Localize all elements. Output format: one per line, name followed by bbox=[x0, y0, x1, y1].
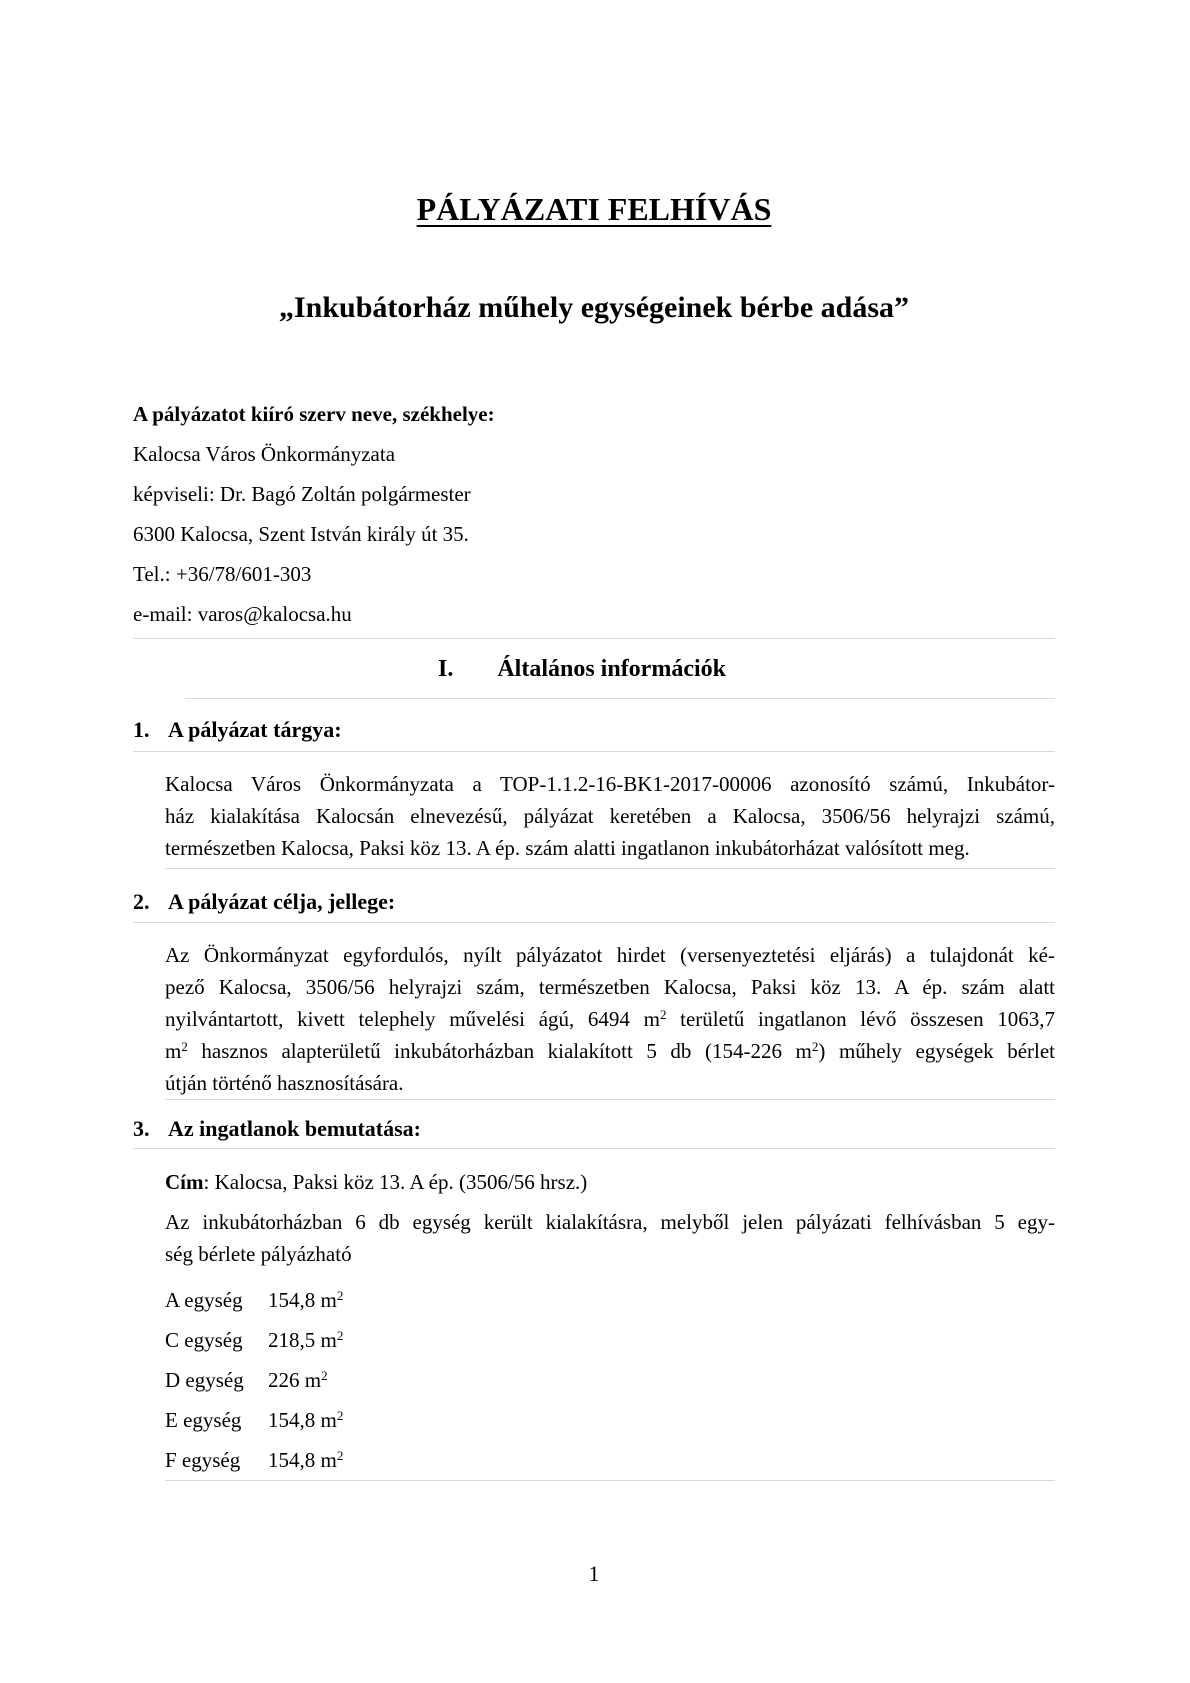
unit-row bbox=[165, 1280, 1055, 1320]
section-divider bbox=[185, 698, 1055, 699]
section-number: 1. bbox=[133, 717, 150, 742]
paragraph-line: Az Önkormányzat egyfordulós, nyílt pályázatot hirdet (versenyeztetési eljárás) a tulajdonát ké- bbox=[165, 943, 1055, 967]
issuer-line-address: 6300 Kalocsa, Szent István király út 35. bbox=[133, 522, 469, 546]
units-intro-paragraph bbox=[165, 1206, 1055, 1270]
page-number: 1 bbox=[588, 1561, 600, 1586]
page-footer bbox=[133, 1561, 1055, 1587]
paragraph-line: pező Kalocsa, 3506/56 helyrajzi szám, természetben Kalocsa, Paksi köz 13. A ép. szám alatt bbox=[165, 975, 1055, 999]
address-label: Cím bbox=[165, 1170, 204, 1194]
section-heading-3 bbox=[133, 1114, 1055, 1144]
paragraph-section-1 bbox=[165, 768, 1055, 864]
unit-row bbox=[165, 1360, 1055, 1400]
section-title: A pályázat tárgya: bbox=[168, 717, 342, 742]
section-heading-1 bbox=[133, 715, 1055, 745]
unit-label: D egység bbox=[165, 1368, 244, 1392]
paragraph-line: nyilvántartott, kivett telephely művelési ágú, 6494 $m^2$ területű ingatlanon lévő összesen 1063,7 bbox=[165, 1006, 1056, 1031]
section-divider bbox=[133, 1148, 1055, 1149]
section-heading-2 bbox=[133, 887, 1055, 917]
unit-label: C egység bbox=[165, 1328, 243, 1352]
issuer-heading: A pályázatot kiíró szerv neve, székhelye: bbox=[133, 402, 495, 426]
issuer-line-phone: Tel.: +36/78/601-303 bbox=[133, 562, 312, 586]
section-title: A pályázat célja, jellege: bbox=[168, 889, 396, 914]
issuer-block bbox=[133, 394, 1055, 634]
paragraph-section-2 bbox=[165, 939, 1055, 1099]
chapter-heading bbox=[121, 654, 1043, 684]
paragraph-line: $m^2$ hasznos alapterületű inkubátorházban kialakított 5 db (154-226 $m^2$) műhely egységek bérlet bbox=[165, 1038, 1055, 1063]
units-list bbox=[165, 1280, 1055, 1480]
unit-area: 226 $m^2$ bbox=[268, 1367, 328, 1392]
section-divider bbox=[165, 1099, 1055, 1100]
unit-row bbox=[165, 1320, 1055, 1360]
unit-row bbox=[165, 1440, 1055, 1480]
issuer-line-organization: Kalocsa Város Önkormányzata bbox=[133, 442, 396, 466]
paragraph-line: ség bérlete pályázható bbox=[165, 1242, 352, 1266]
unit-area: 154,8 $m^2$ bbox=[268, 1407, 344, 1432]
address-value: : Kalocsa, Paksi köz 13. A ép. (3506/56 hrsz.) bbox=[203, 1170, 588, 1194]
chapter-title: Általános információk bbox=[497, 656, 726, 682]
chapter-numeral: I. bbox=[437, 656, 454, 682]
section-divider bbox=[165, 1480, 1055, 1481]
issuer-line-representative: képviseli: Dr. Bagó Zoltán polgármester bbox=[133, 482, 471, 506]
paragraph-line: Az inkubátorházban 6 db egység került kialakításra, melyből jelen pályázati felhívásban 5 egy- bbox=[165, 1210, 1055, 1234]
unit-area: 154,8 $m^2$ bbox=[268, 1447, 344, 1472]
paragraph-line: természetben Kalocsa, Paksi köz 13. A ép. szám alatti ingatlanon inkubátorházat valósított meg. bbox=[165, 836, 970, 860]
paragraph-line: útján történő hasznosítására. bbox=[165, 1071, 404, 1095]
section-divider bbox=[133, 638, 1055, 639]
paragraph-line: ház kialakítása Kalocsán elnevezésű, pályázat keretében a Kalocsa, 3506/56 helyrajzi számú, bbox=[165, 804, 1055, 828]
document-title: PÁLYÁZATI FELHÍVÁS bbox=[416, 191, 772, 227]
section-number: 3. bbox=[133, 1116, 150, 1141]
issuer-line-email: e-mail: varos@kalocsa.hu bbox=[133, 602, 352, 626]
paragraph-line: Kalocsa Város Önkormányzata a TOP-1.1.2-16-BK1-2017-00006 azonosító számú, Inkubátor- bbox=[165, 772, 1055, 796]
unit-area: 154,8 $m^2$ bbox=[268, 1287, 344, 1312]
section-divider bbox=[133, 922, 1055, 923]
section-title: Az ingatlanok bemutatása: bbox=[168, 1116, 422, 1141]
document-subtitle: „Inkubátorház műhely egységeinek bérbe adása” bbox=[278, 291, 910, 324]
address-line bbox=[165, 1166, 1055, 1198]
section-divider bbox=[133, 751, 1055, 752]
section-number: 2. bbox=[133, 889, 150, 914]
unit-label: A egység bbox=[165, 1288, 243, 1312]
unit-area: 218,5 $m^2$ bbox=[268, 1327, 344, 1352]
section-divider bbox=[165, 868, 1055, 869]
unit-label: E egység bbox=[165, 1408, 242, 1432]
unit-label: F egység bbox=[165, 1448, 241, 1472]
unit-row bbox=[165, 1400, 1055, 1440]
